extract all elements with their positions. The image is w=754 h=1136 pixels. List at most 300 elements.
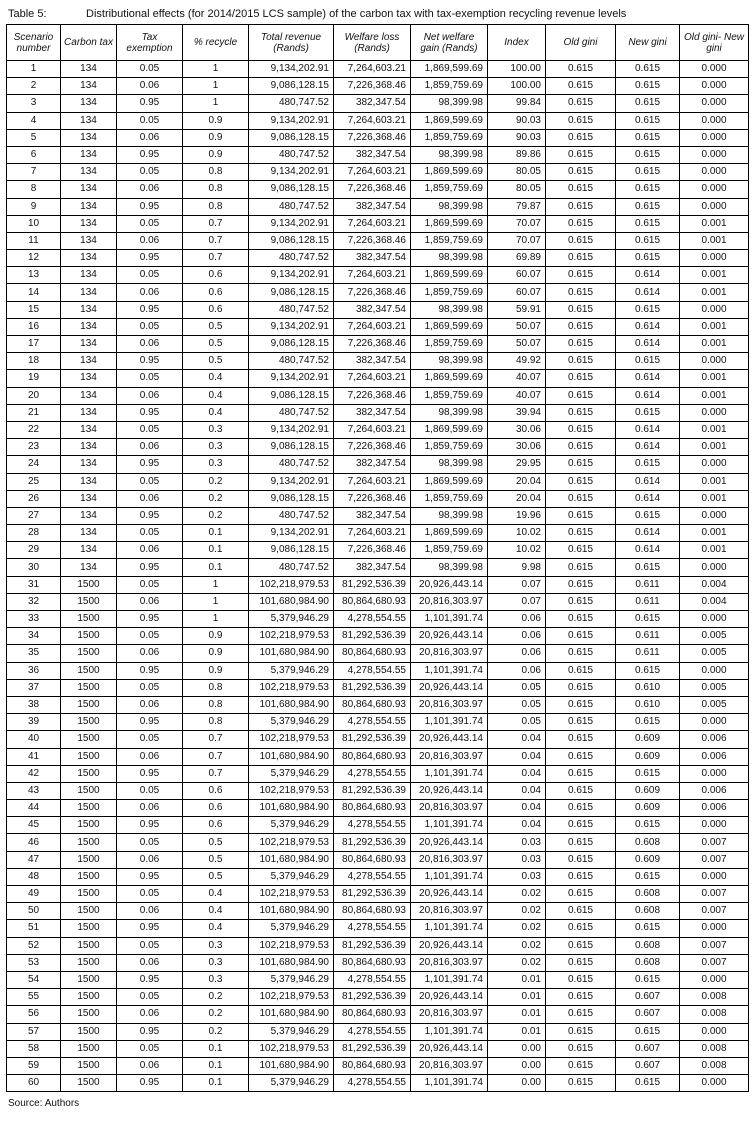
- table-cell: 0.4: [183, 903, 249, 920]
- table-cell: 1500: [61, 731, 117, 748]
- table-cell: 0.04: [488, 731, 546, 748]
- table-cell: 0.615: [616, 611, 680, 628]
- table-cell: 2: [7, 78, 61, 95]
- table-cell: 1500: [61, 1040, 117, 1057]
- table-cell: 0.615: [546, 336, 616, 353]
- table-cell: 1500: [61, 868, 117, 885]
- table-cell: 1,859,759.69: [411, 129, 488, 146]
- table-cell: 0.615: [546, 181, 616, 198]
- table-cell: 0.06: [488, 611, 546, 628]
- table-cell: 60: [7, 1075, 61, 1092]
- table-cell: 0.615: [616, 765, 680, 782]
- table-cell: 134: [61, 61, 117, 78]
- table-cell: 0.06: [117, 1057, 183, 1074]
- table-row: [7, 1040, 749, 1057]
- table-cell: 102,218,979.53: [249, 576, 334, 593]
- table-cell: 60.07: [488, 267, 546, 284]
- table-cell: 0.3: [183, 439, 249, 456]
- table-cell: 1500: [61, 817, 117, 834]
- table-cell: 4,278,554.55: [334, 1075, 411, 1092]
- table-cell: 0.001: [680, 318, 749, 335]
- table-cell: 0.615: [546, 525, 616, 542]
- table-cell: 0.615: [546, 696, 616, 713]
- table-cell: 0.609: [616, 748, 680, 765]
- table-cell: 20,816,303.97: [411, 800, 488, 817]
- table-cell: 0.608: [616, 954, 680, 971]
- table-cell: 7,226,368.46: [334, 78, 411, 95]
- table-cell: 0.611: [616, 628, 680, 645]
- table-cell: 1: [183, 611, 249, 628]
- table-cell: 0.000: [680, 181, 749, 198]
- table-cell: 0.00: [488, 1040, 546, 1057]
- table-cell: 1,869,599.69: [411, 370, 488, 387]
- table-cell: 20,816,303.97: [411, 748, 488, 765]
- table-cell: 0.000: [680, 662, 749, 679]
- table-cell: 480,747.52: [249, 146, 334, 163]
- table-cell: 0.615: [546, 800, 616, 817]
- table-cell: 100.00: [488, 78, 546, 95]
- table-cell: 11: [7, 232, 61, 249]
- table-cell: 55: [7, 989, 61, 1006]
- table-cell: 0.615: [546, 542, 616, 559]
- table-cell: 0.000: [680, 146, 749, 163]
- table-row: [7, 886, 749, 903]
- table-cell: 0.05: [117, 370, 183, 387]
- table-cell: 1500: [61, 886, 117, 903]
- table-cell: 0.95: [117, 456, 183, 473]
- table-cell: 0.1: [183, 1075, 249, 1092]
- table-cell: 0.615: [616, 817, 680, 834]
- table-cell: 0.007: [680, 903, 749, 920]
- table-cell: 0.615: [546, 456, 616, 473]
- table-row: [7, 593, 749, 610]
- table-cell: 0.615: [546, 817, 616, 834]
- table-cell: 36: [7, 662, 61, 679]
- table-cell: 7,226,368.46: [334, 387, 411, 404]
- table-cell: 0.615: [616, 181, 680, 198]
- table-cell: 9,086,128.15: [249, 336, 334, 353]
- table-cell: 52: [7, 937, 61, 954]
- table-cell: 1,869,599.69: [411, 318, 488, 335]
- table-cell: 134: [61, 318, 117, 335]
- table-cell: 382,347.54: [334, 198, 411, 215]
- table-cell: 0.005: [680, 645, 749, 662]
- table-cell: 0.06: [117, 387, 183, 404]
- table-cell: 0.01: [488, 989, 546, 1006]
- table-cell: 0.615: [546, 576, 616, 593]
- table-cell: 70.07: [488, 232, 546, 249]
- table-cell: 0.615: [546, 250, 616, 267]
- table-cell: 8: [7, 181, 61, 198]
- table-cell: 0.01: [488, 971, 546, 988]
- table-cell: 1500: [61, 989, 117, 1006]
- table-cell: 0.607: [616, 989, 680, 1006]
- table-cell: 60.07: [488, 284, 546, 301]
- table-cell: 0.02: [488, 937, 546, 954]
- table-cell: 0.609: [616, 800, 680, 817]
- table-cell: 0.05: [117, 834, 183, 851]
- table-cell: 4,278,554.55: [334, 714, 411, 731]
- table-cell: 0.6: [183, 800, 249, 817]
- table-cell: 0.95: [117, 714, 183, 731]
- table-cell: 18: [7, 353, 61, 370]
- table-cell: 0.2: [183, 507, 249, 524]
- table-cell: 0.615: [546, 593, 616, 610]
- table-cell: 0.9: [183, 645, 249, 662]
- table-cell: 0.7: [183, 215, 249, 232]
- table-cell: 0.06: [117, 800, 183, 817]
- table-cell: 1500: [61, 696, 117, 713]
- table-row: [7, 971, 749, 988]
- table-cell: 134: [61, 404, 117, 421]
- table-row: [7, 198, 749, 215]
- table-cell: 0.000: [680, 868, 749, 885]
- table-cell: 19: [7, 370, 61, 387]
- table-cell: 0.1: [183, 542, 249, 559]
- table-cell: 81,292,536.39: [334, 989, 411, 1006]
- table-cell: 0.4: [183, 886, 249, 903]
- table-cell: 9: [7, 198, 61, 215]
- table-cell: 27: [7, 507, 61, 524]
- table-cell: 80,864,680.93: [334, 748, 411, 765]
- table-cell: 20,926,443.14: [411, 937, 488, 954]
- table-cell: 0.610: [616, 696, 680, 713]
- table-cell: 1,869,599.69: [411, 215, 488, 232]
- table-cell: 0.615: [616, 714, 680, 731]
- table-cell: 1,869,599.69: [411, 267, 488, 284]
- table-cell: 134: [61, 215, 117, 232]
- table-cell: 0.05: [488, 714, 546, 731]
- table-cell: 0.05: [117, 886, 183, 903]
- table-cell: 5: [7, 129, 61, 146]
- table-cell: 0.004: [680, 593, 749, 610]
- table-cell: 20,926,443.14: [411, 576, 488, 593]
- table-cell: 134: [61, 284, 117, 301]
- table-cell: 0.615: [616, 78, 680, 95]
- table-cell: 30.06: [488, 421, 546, 438]
- table-cell: 0.6: [183, 817, 249, 834]
- table-cell: 0.615: [546, 421, 616, 438]
- table-cell: 9,086,128.15: [249, 129, 334, 146]
- table-cell: 0.615: [546, 490, 616, 507]
- table-cell: 7,264,603.21: [334, 473, 411, 490]
- table-row: [7, 748, 749, 765]
- table-row: [7, 920, 749, 937]
- table-cell: 80,864,680.93: [334, 851, 411, 868]
- table-cell: 0.614: [616, 318, 680, 335]
- table-cell: 1,101,391.74: [411, 817, 488, 834]
- table-cell: 0.615: [616, 250, 680, 267]
- table-cell: 0.06: [488, 645, 546, 662]
- table-cell: 102,218,979.53: [249, 1040, 334, 1057]
- table-row: [7, 336, 749, 353]
- table-cell: 0.614: [616, 525, 680, 542]
- table-cell: 0.001: [680, 421, 749, 438]
- table-cell: 0.006: [680, 748, 749, 765]
- table-cell: 0.615: [546, 628, 616, 645]
- table-cell: 81,292,536.39: [334, 886, 411, 903]
- table-cell: 100.00: [488, 61, 546, 78]
- table-cell: 70.07: [488, 215, 546, 232]
- table-cell: 0.000: [680, 920, 749, 937]
- table-cell: 0.9: [183, 112, 249, 129]
- table-cell: 134: [61, 301, 117, 318]
- table-row: [7, 181, 749, 198]
- table-cell: 0.06: [117, 903, 183, 920]
- table-cell: 5,379,946.29: [249, 920, 334, 937]
- table-cell: 0.001: [680, 232, 749, 249]
- table-cell: 0.2: [183, 1023, 249, 1040]
- table-cell: 1500: [61, 576, 117, 593]
- table-cell: 0.615: [546, 404, 616, 421]
- table-cell: 0.05: [117, 576, 183, 593]
- table-cell: 7,264,603.21: [334, 112, 411, 129]
- table-cell: 32: [7, 593, 61, 610]
- table-cell: 7,226,368.46: [334, 181, 411, 198]
- table-cell: 20,816,303.97: [411, 903, 488, 920]
- table-cell: 0.008: [680, 1006, 749, 1023]
- table-cell: 0.5: [183, 868, 249, 885]
- table-cell: 0.615: [546, 232, 616, 249]
- table-cell: 80,864,680.93: [334, 1057, 411, 1074]
- table-cell: 0.615: [546, 920, 616, 937]
- table-cell: 0.614: [616, 421, 680, 438]
- table-header: [7, 25, 749, 61]
- table-cell: 0.615: [546, 1006, 616, 1023]
- table-cell: 102,218,979.53: [249, 989, 334, 1006]
- table-cell: 19.96: [488, 507, 546, 524]
- table-cell: 1,101,391.74: [411, 971, 488, 988]
- table-cell: 0.615: [546, 353, 616, 370]
- table-cell: 0.006: [680, 800, 749, 817]
- table-cell: 0.04: [488, 748, 546, 765]
- table-cell: 7,226,368.46: [334, 439, 411, 456]
- table-cell: 0.5: [183, 834, 249, 851]
- table-cell: 81,292,536.39: [334, 731, 411, 748]
- table-cell: 20,926,443.14: [411, 731, 488, 748]
- table-cell: 0.9: [183, 662, 249, 679]
- table-cell: 1500: [61, 1023, 117, 1040]
- table-cell: 0.1: [183, 1040, 249, 1057]
- table-cell: 0.05: [117, 421, 183, 438]
- table-row: [7, 714, 749, 731]
- table-row: [7, 954, 749, 971]
- table-cell: 1500: [61, 954, 117, 971]
- table-cell: 480,747.52: [249, 198, 334, 215]
- table-cell: 0.607: [616, 1040, 680, 1057]
- table-row: [7, 696, 749, 713]
- table-cell: 9,134,202.91: [249, 421, 334, 438]
- distribution-table: [6, 24, 749, 1092]
- table-row: [7, 525, 749, 542]
- table-cell: 0.000: [680, 714, 749, 731]
- table-cell: 28: [7, 525, 61, 542]
- table-cell: 0.02: [488, 903, 546, 920]
- table-cell: 0.05: [117, 215, 183, 232]
- table-cell: 0.05: [117, 1040, 183, 1057]
- table-cell: 0.07: [488, 593, 546, 610]
- table-cell: 0.02: [488, 954, 546, 971]
- table-cell: 12: [7, 250, 61, 267]
- table-cell: 98,399.98: [411, 198, 488, 215]
- table-cell: 0.000: [680, 1023, 749, 1040]
- table-cell: 382,347.54: [334, 301, 411, 318]
- table-cell: 0.3: [183, 456, 249, 473]
- table-cell: 20,926,443.14: [411, 679, 488, 696]
- table-cell: 25: [7, 473, 61, 490]
- table-cell: 1500: [61, 1075, 117, 1092]
- table-cell: 9,134,202.91: [249, 215, 334, 232]
- table-cell: 1,859,759.69: [411, 336, 488, 353]
- table-cell: 0.615: [616, 1023, 680, 1040]
- table-cell: 0.000: [680, 353, 749, 370]
- table-row: [7, 78, 749, 95]
- table-cell: 0.615: [546, 851, 616, 868]
- table-cell: 0.06: [117, 593, 183, 610]
- table-cell: 0.05: [117, 164, 183, 181]
- table-cell: 480,747.52: [249, 456, 334, 473]
- table-cell: 0.06: [117, 748, 183, 765]
- table-cell: 9,086,128.15: [249, 284, 334, 301]
- table-cell: 20,816,303.97: [411, 645, 488, 662]
- table-cell: 0.000: [680, 301, 749, 318]
- table-cell: 0.615: [616, 215, 680, 232]
- table-cell: 0.05: [117, 628, 183, 645]
- table-cell: 0.04: [488, 800, 546, 817]
- table-cell: 0.95: [117, 817, 183, 834]
- table-cell: 20,816,303.97: [411, 593, 488, 610]
- table-cell: 0.06: [117, 439, 183, 456]
- table-cell: 0.615: [616, 232, 680, 249]
- table-cell: 0.95: [117, 1075, 183, 1092]
- table-row: [7, 301, 749, 318]
- table-row: [7, 611, 749, 628]
- table-cell: 80,864,680.93: [334, 593, 411, 610]
- table-caption: [6, 4, 748, 24]
- table-cell: 20,816,303.97: [411, 1006, 488, 1023]
- table-cell: 0.001: [680, 215, 749, 232]
- table-row: [7, 903, 749, 920]
- table-cell: 7,226,368.46: [334, 129, 411, 146]
- table-cell: 0.007: [680, 886, 749, 903]
- table-cell: 0.001: [680, 267, 749, 284]
- table-cell: 0.2: [183, 1006, 249, 1023]
- table-cell: 7: [7, 164, 61, 181]
- table-cell: 50.07: [488, 318, 546, 335]
- table-cell: 0.615: [546, 679, 616, 696]
- table-cell: 0.005: [680, 696, 749, 713]
- table-cell: 30.06: [488, 439, 546, 456]
- table-cell: 134: [61, 439, 117, 456]
- table-cell: 0.3: [183, 954, 249, 971]
- table-row: [7, 800, 749, 817]
- table-cell: 101,680,984.90: [249, 903, 334, 920]
- table-cell: 0.609: [616, 782, 680, 799]
- table-cell: 98,399.98: [411, 353, 488, 370]
- table-cell: 0.6: [183, 301, 249, 318]
- table-cell: 24: [7, 456, 61, 473]
- table-cell: 101,680,984.90: [249, 1006, 334, 1023]
- table-cell: 54: [7, 971, 61, 988]
- table-cell: 90.03: [488, 112, 546, 129]
- table-cell: 0.615: [616, 95, 680, 112]
- table-cell: 1,101,391.74: [411, 714, 488, 731]
- table-cell: 101,680,984.90: [249, 800, 334, 817]
- table-cell: 134: [61, 95, 117, 112]
- table-row: [7, 507, 749, 524]
- table-cell: 14: [7, 284, 61, 301]
- table-cell: 134: [61, 232, 117, 249]
- table-cell: 9,134,202.91: [249, 473, 334, 490]
- table-cell: 0.06: [117, 78, 183, 95]
- table-cell: 81,292,536.39: [334, 576, 411, 593]
- table-cell: 0.615: [546, 989, 616, 1006]
- table-cell: 1500: [61, 1006, 117, 1023]
- table-cell: 42: [7, 765, 61, 782]
- table-cell: 134: [61, 267, 117, 284]
- table-row: [7, 1057, 749, 1074]
- table-cell: 0.2: [183, 473, 249, 490]
- table-cell: 99.84: [488, 95, 546, 112]
- table-cell: 0.06: [117, 232, 183, 249]
- table-cell: 10.02: [488, 525, 546, 542]
- table-cell: 1500: [61, 662, 117, 679]
- table-cell: 59.91: [488, 301, 546, 318]
- table-cell: 0.615: [616, 146, 680, 163]
- table-cell: 1500: [61, 920, 117, 937]
- table-cell: 1,859,759.69: [411, 439, 488, 456]
- table-cell: 0.000: [680, 559, 749, 576]
- table-cell: 0.615: [546, 95, 616, 112]
- table-row: [7, 765, 749, 782]
- table-cell: 134: [61, 456, 117, 473]
- table-cell: 0.95: [117, 507, 183, 524]
- table-cell: 102,218,979.53: [249, 782, 334, 799]
- table-cell: 0.007: [680, 834, 749, 851]
- table-cell: 134: [61, 129, 117, 146]
- table-cell: 7,264,603.21: [334, 525, 411, 542]
- table-cell: 0.615: [546, 611, 616, 628]
- table-cell: 0.05: [117, 782, 183, 799]
- table-cell: 0.05: [117, 318, 183, 335]
- table-cell: 33: [7, 611, 61, 628]
- table-cell: 0.615: [546, 765, 616, 782]
- table-cell: 0.95: [117, 920, 183, 937]
- table-cell: 0.5: [183, 318, 249, 335]
- table-row: [7, 370, 749, 387]
- table-cell: 1500: [61, 645, 117, 662]
- table-cell: 10.02: [488, 542, 546, 559]
- table-cell: 0.4: [183, 370, 249, 387]
- table-row: [7, 1006, 749, 1023]
- table-row: [7, 490, 749, 507]
- table-cell: 0.615: [546, 903, 616, 920]
- table-cell: 382,347.54: [334, 146, 411, 163]
- table-cell: 0.007: [680, 937, 749, 954]
- table-cell: 4,278,554.55: [334, 868, 411, 885]
- table-cell: 23: [7, 439, 61, 456]
- table-row: [7, 353, 749, 370]
- table-cell: 1500: [61, 937, 117, 954]
- table-cell: 134: [61, 146, 117, 163]
- table-cell: 0.8: [183, 679, 249, 696]
- table-cell: 382,347.54: [334, 404, 411, 421]
- table-row: [7, 851, 749, 868]
- table-cell: 0.608: [616, 903, 680, 920]
- table-cell: 0.01: [488, 1006, 546, 1023]
- table-cell: 0.614: [616, 387, 680, 404]
- table-cell: 38: [7, 696, 61, 713]
